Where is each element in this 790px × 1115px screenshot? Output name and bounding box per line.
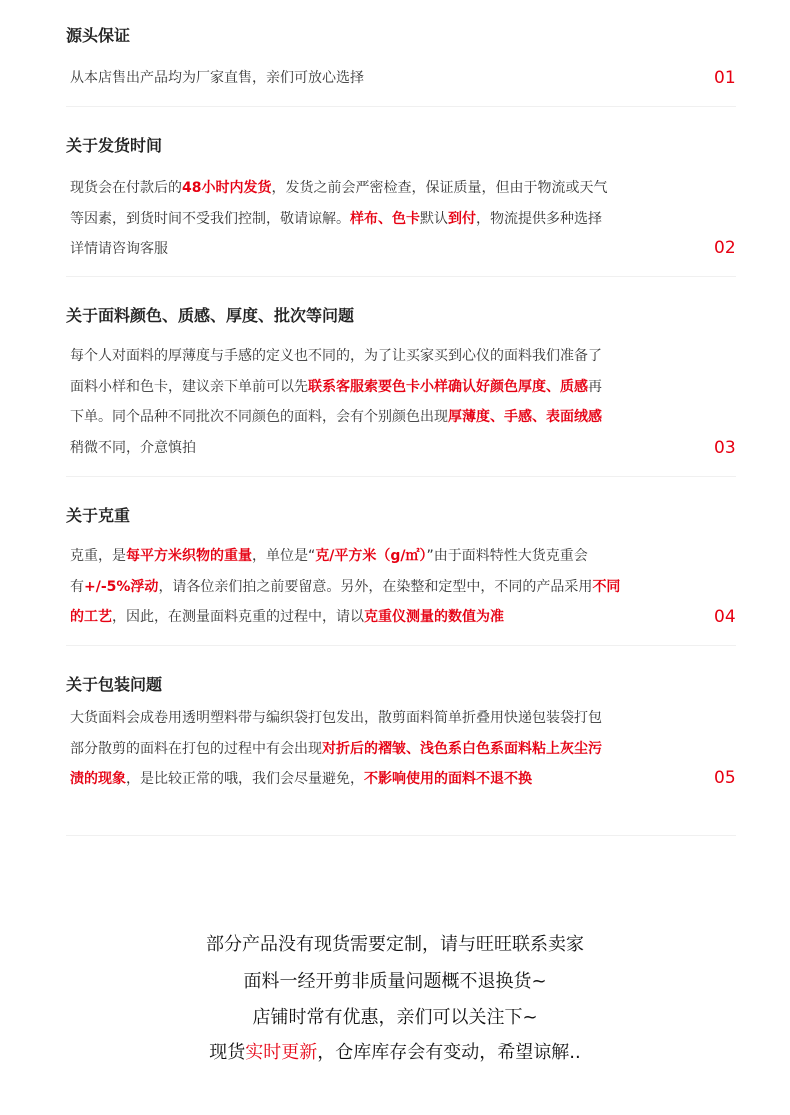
- footer-text: ，仓库库存会有变动，希望谅解..: [317, 1042, 581, 1063]
- body-text: 等因素，到货时间不受我们控制，敬请谅解。: [70, 210, 350, 227]
- section-title: 关于面料颜色、质感、厚度、批次等问题: [66, 306, 355, 325]
- body-text: ，物流提供多种选择: [476, 210, 602, 227]
- body-line: [70, 602, 690, 633]
- highlight-text: +/-5%浮动: [84, 578, 159, 595]
- body-line: [70, 234, 690, 265]
- section-divider: [66, 476, 736, 477]
- body-line: [70, 173, 690, 204]
- highlight-text: 不同: [592, 578, 621, 595]
- section-title: 关于包装问题: [66, 675, 163, 694]
- section-title: 关于发货时间: [66, 136, 163, 155]
- footer-highlight: 实时更新: [245, 1042, 318, 1063]
- body-text: 稍微不同，介意慎拍: [70, 439, 196, 456]
- body-text: ，是比较正常的哦，我们会尽量避免，: [126, 771, 364, 787]
- footer-text: 部分产品没有现货需要定制，请与旺旺联系卖家: [206, 934, 584, 955]
- body-text: ，单位是“: [252, 548, 316, 564]
- highlight-text: 联系客服索要色卡小样确认好颜色厚度、质感: [308, 378, 588, 395]
- highlight-text: 厚薄度、手感、表面绒感: [448, 409, 602, 425]
- section-number: 01: [714, 68, 736, 88]
- section-body: [70, 703, 690, 795]
- highlight-text: 克/平方米（g/㎡）: [315, 548, 427, 564]
- body-text: ，发货之前会严密检查，保证质量，但由于物流或天气: [271, 180, 608, 196]
- section-divider: [66, 835, 736, 836]
- body-text: 下单。同个品种不同批次不同颜色的面料，会有个别颜色出现: [70, 409, 448, 425]
- body-text: 默认: [420, 210, 448, 227]
- section-divider: [66, 276, 736, 277]
- body-text: 大货面料会成卷用透明塑料带与编织袋打包发出，散剪面料简单折叠用快递包装袋打包: [70, 710, 602, 726]
- section-divider: [66, 645, 736, 646]
- body-text: 从本店售出产品均为厂家直售，亲们可放心选择: [70, 70, 364, 86]
- body-text: ”由于面料特性大货克重会: [426, 548, 588, 564]
- body-line: [70, 204, 690, 235]
- body-text: 每个人对面料的厚薄度与手感的定义也不同的，为了让买家买到心仪的面料我们准备了: [70, 348, 602, 364]
- section-body: [70, 341, 690, 463]
- footer-line: [0, 1035, 790, 1071]
- body-line: [70, 341, 690, 372]
- body-line: [70, 734, 690, 765]
- section-number: 05: [714, 768, 736, 788]
- body-text: 部分散剪的面料在打包的过程中有会出现: [70, 740, 322, 757]
- body-line: [70, 764, 690, 795]
- body-text: 有: [70, 578, 84, 595]
- footer-text: 现货: [209, 1042, 246, 1063]
- body-text: 再: [588, 378, 602, 395]
- section-body: [70, 63, 690, 94]
- section-divider: [66, 106, 736, 107]
- body-line: [70, 63, 690, 94]
- body-text: 克重，是: [70, 548, 126, 564]
- body-text: ，因此，在测量面料克重的过程中，请以: [112, 609, 364, 625]
- section-number: 04: [714, 607, 736, 627]
- footer-line: [0, 964, 790, 1000]
- section-title: 源头保证: [66, 26, 131, 45]
- body-line: [70, 572, 690, 603]
- highlight-text: 渍的现象: [70, 771, 126, 787]
- section-body: [70, 541, 690, 633]
- highlight-text: 克重仪测量的数值为准: [364, 609, 504, 625]
- body-text: 现货会在付款后的: [70, 180, 182, 196]
- body-line: [70, 703, 690, 734]
- body-line: [70, 402, 690, 433]
- body-text: 面料小样和色卡，建议亲下单前可以先: [70, 378, 308, 395]
- highlight-text: 的工艺: [70, 609, 112, 625]
- body-text: 详情请咨询客服: [70, 241, 168, 257]
- section-number: 03: [714, 438, 736, 458]
- footer-line: [0, 1000, 790, 1036]
- section-body: [70, 173, 690, 265]
- footer-text: 面料一经开剪非质量问题概不退换货~: [243, 971, 547, 992]
- section-title: 关于克重: [66, 506, 131, 525]
- section-number: 02: [714, 238, 736, 258]
- highlight-text: 对折后的褶皱、浅色系白色系面料粘上灰尘污: [322, 740, 602, 757]
- footer-text: 店铺时常有优惠，亲们可以关注下~: [252, 1007, 538, 1028]
- highlight-text: 样布、色卡: [350, 210, 420, 227]
- footer-line: [0, 927, 790, 963]
- body-line: [70, 541, 690, 572]
- body-line: [70, 372, 690, 403]
- highlight-text: 每平方米织物的重量: [126, 548, 252, 564]
- body-text: ，请各位亲们拍之前要留意。另外，在染整和定型中，不同的产品采用: [158, 578, 593, 595]
- highlight-text: 到付: [448, 210, 476, 227]
- highlight-text: 48小时内发货: [182, 180, 272, 196]
- highlight-text: 不影响使用的面料不退不换: [364, 771, 532, 787]
- body-line: [70, 433, 690, 464]
